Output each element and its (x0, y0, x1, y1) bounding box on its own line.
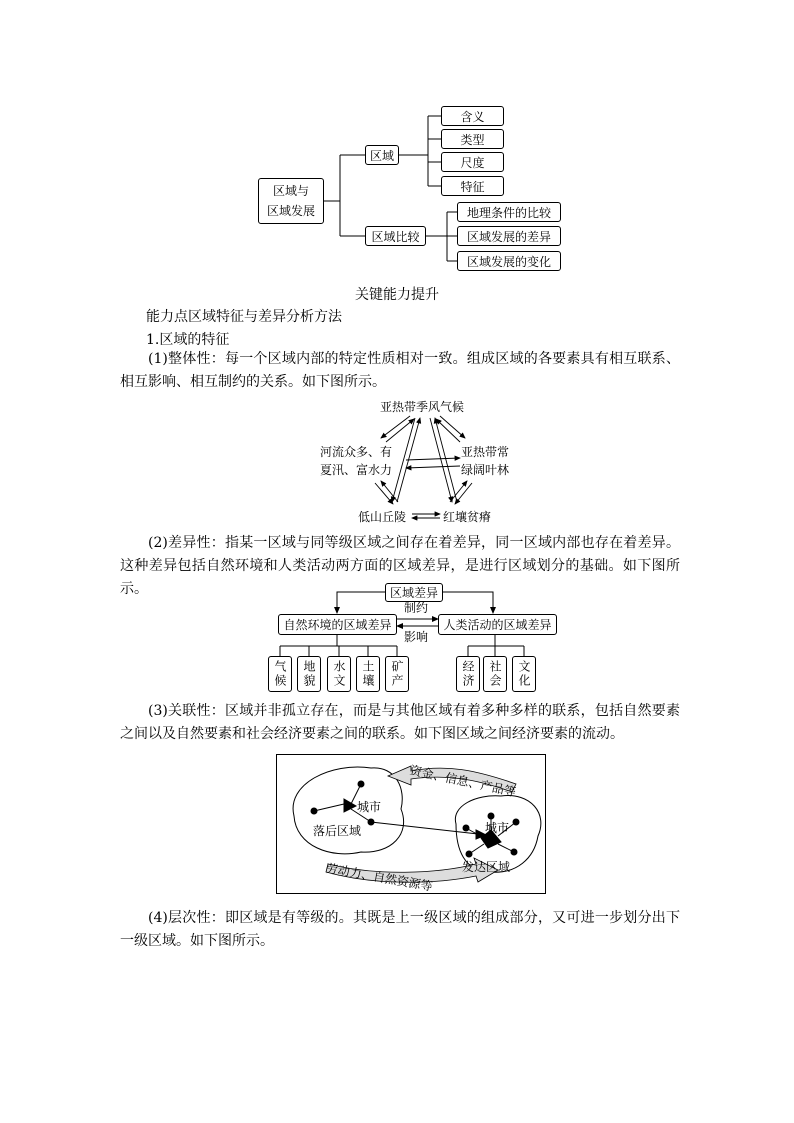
mindmap-item: 地理条件的比较 (457, 202, 561, 222)
mindmap-root (258, 178, 324, 224)
right-city-label: 城市 (485, 821, 510, 835)
paragraph-linkage: (3)关联性：区域并非孤立存在，而是与其他区域有着多种多样的联系，包括自然要素之间以及自然要素和社会经济要素之间的联系。如下图区域之间经济要素的流动。 (120, 703, 680, 742)
node-hills: 低山丘陵 (358, 510, 407, 524)
mindmap-item: 区域发展的变化 (457, 251, 561, 271)
left-city-label: 城市 (357, 800, 382, 814)
diff-arrow-constrain: 制约 (404, 601, 429, 615)
diff-human-item: 文化 (512, 656, 536, 692)
mindmap-item: 类型 (441, 129, 504, 149)
sub-heading: 1.区域的特征 (146, 332, 230, 348)
diff-natural-item: 气候 (268, 656, 292, 692)
diff-natural-item: 矿产 (385, 656, 409, 692)
node-forest-line1: 亚热带常 (461, 445, 510, 459)
node-forest-line2: 绿阔叶林 (461, 463, 510, 477)
section-title: 关键能力提升 (355, 287, 439, 303)
diff-natural: 自然环境的区域差异 (278, 614, 397, 635)
node-climate: 亚热带季风气候 (380, 400, 465, 414)
mindmap-item: 尺度 (441, 152, 504, 172)
skill-heading: 能力点区域特征与差异分析方法 (146, 309, 342, 325)
diff-arrow-influence: 影响 (404, 630, 429, 644)
node-rivers-line2: 夏汛、富水力 (320, 463, 393, 477)
diff-natural-item: 土壤 (356, 656, 380, 692)
arrow-labor-resources: 劳动力、自然资源等 (324, 861, 434, 894)
diff-natural-item: 地貌 (297, 656, 321, 692)
diff-root: 区域差异 (385, 583, 443, 602)
mindmap-branch-region: 区域 (365, 145, 399, 165)
left-region-label: 落后区域 (313, 824, 362, 838)
diff-natural-item: 水文 (327, 656, 351, 692)
arrow-capital-info-products: 资金、信息、产品等 (408, 763, 518, 800)
paragraph-difference: (2)差异性：指某一区域与同等级区域之间存在着差异，同一区域内部也存在着差异。这种差异包括自然环境和人类活动两方面的区域差异，是进行区域划分的基础。如下图所示。 (120, 535, 680, 597)
node-soil: 红壤贫瘠 (443, 510, 492, 524)
mindmap-root-label: 区域与 区域发展 (266, 184, 315, 218)
diff-human-item: 经济 (456, 656, 480, 692)
paragraph-integrity: (1)整体性：每一个区域内部的特定性质相对一致。组成区域的各要素具有相互联系、相互影响、相互制约的关系。如下图所示。 (120, 351, 680, 390)
mindmap-branch-comparison: 区域比较 (365, 226, 426, 246)
mindmap-item: 特征 (441, 176, 504, 196)
diff-human: 人类活动的区域差异 (438, 614, 557, 635)
mindmap-item: 区域发展的差异 (457, 226, 561, 246)
paragraph-hierarchy: (4)层次性：即区域是有等级的。其既是上一级区域的组成部分，又可进一步划分出下一级区域。如下图所示。 (120, 910, 680, 949)
right-region-label: 发达区域 (462, 860, 511, 874)
diff-human-item: 社会 (483, 656, 507, 692)
node-rivers-line1: 河流众多、有 (320, 445, 393, 459)
mindmap-item: 含义 (441, 106, 504, 126)
